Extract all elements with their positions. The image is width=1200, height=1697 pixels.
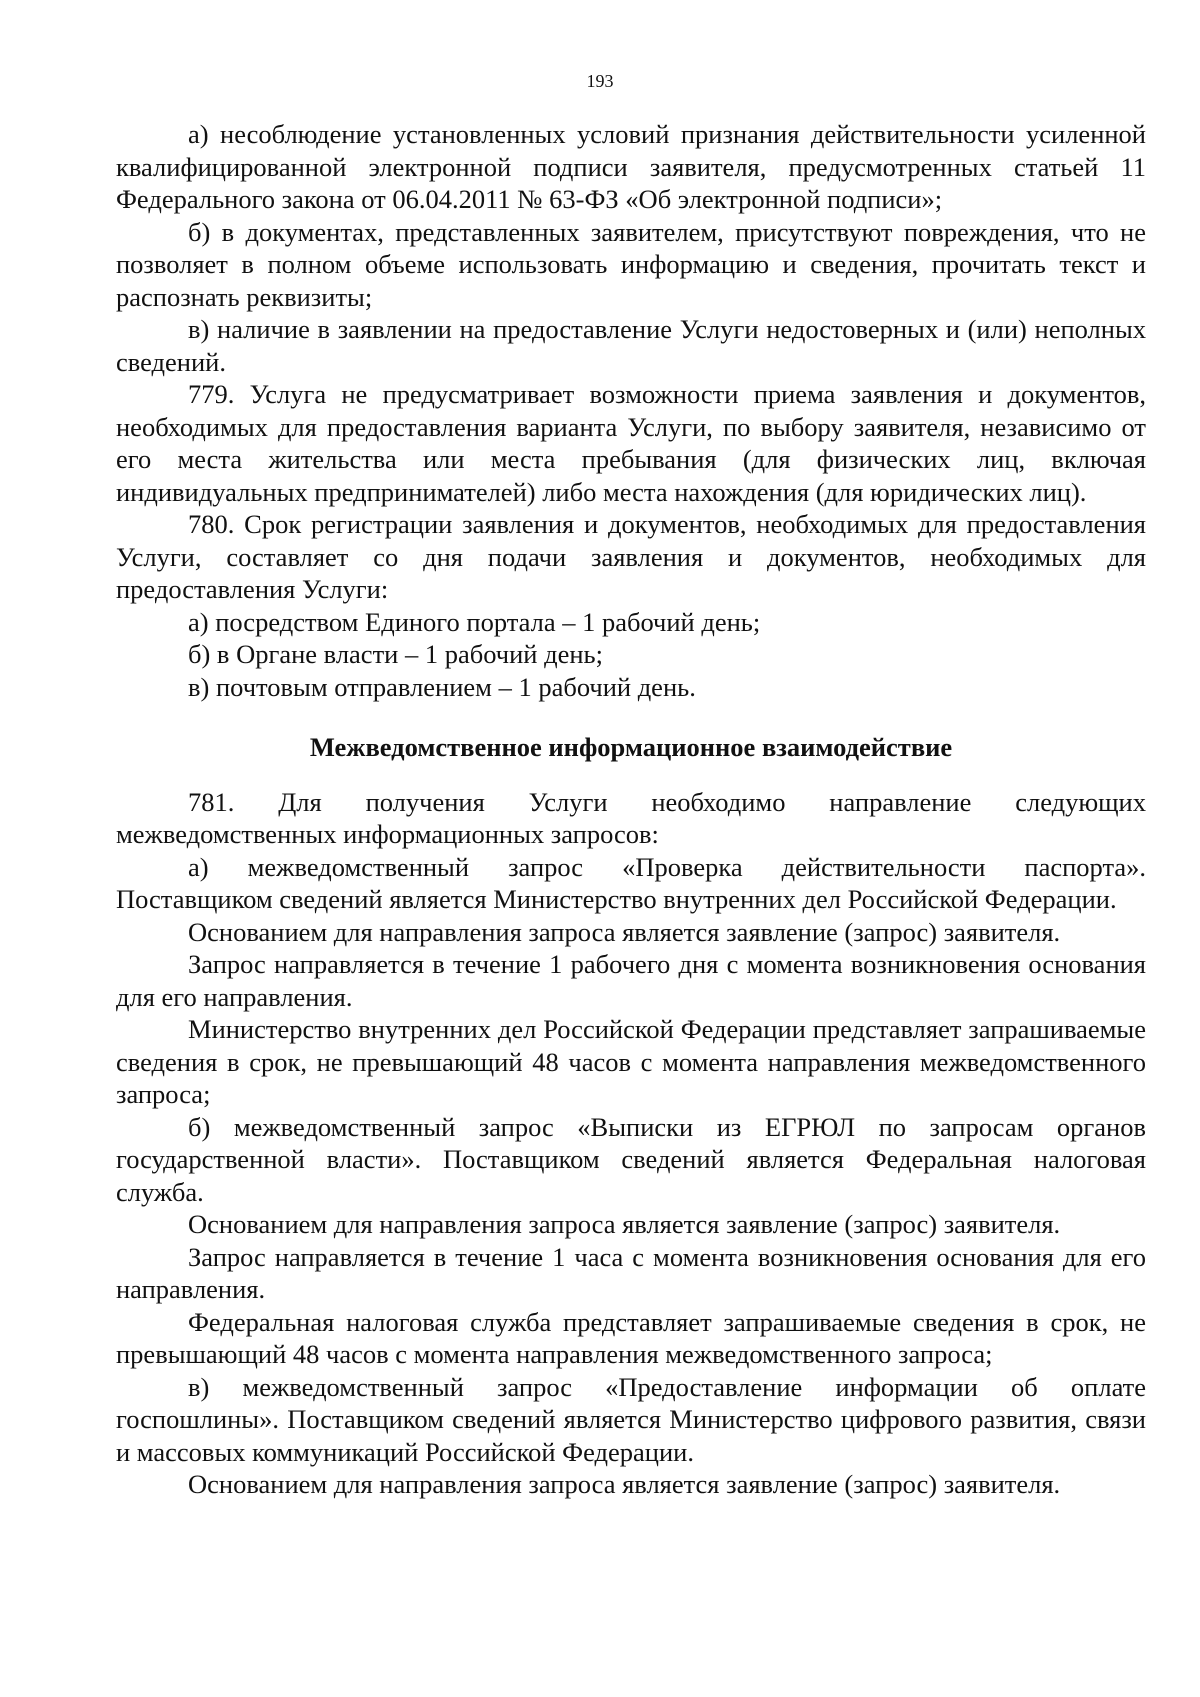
paragraph-780-b: б) в Органе власти – 1 рабочий день; bbox=[188, 639, 603, 669]
paragraph-basis-2: Основанием для направления запроса является заявление (запрос) заявителя. bbox=[188, 1209, 1061, 1239]
paragraph-781-v: в) межведомственный запрос «Предоставление информации об оплате госпошлины». Поставщиком сведений является Министерство цифрового развития, связи и массовых коммуникаций Российской Федерации. bbox=[116, 1371, 1146, 1467]
paragraph-response-2: Федеральная налоговая служба представляет запрашиваемые сведения в срок, не превышающий 48 часов с момента направления межведомственного запроса; bbox=[116, 1306, 1146, 1369]
paragraph-item-a-signature: а) несоблюдение установленных условий признания действительности усиленной квалифицированной электронной подписи заявителя, предусмотренных статьей 11 Федерального закона от 06.04.2011 № 63-ФЗ «Об электронной подписи»; bbox=[116, 119, 1146, 214]
paragraph-response-1: Министерство внутренних дел Российской Федерации представляет запрашиваемые сведения в срок, не превышающий 48 часов с момента направления межведомственного запроса; bbox=[116, 1014, 1146, 1109]
section-heading: Межведомственное информационное взаимодействие bbox=[309, 732, 953, 762]
paragraph-timing-1: Запрос направляется в течение 1 рабочего дня с момента возникновения основания для его направления. bbox=[116, 949, 1146, 1012]
paragraph-781: 781. Для получения Услуги необходимо направление следующих межведомственных информационных запросов: bbox=[116, 786, 1146, 849]
paragraph-basis-1: Основанием для направления запроса является заявление (запрос) заявителя. bbox=[188, 916, 1061, 947]
paragraph-780-a: а) посредством Единого портала – 1 рабочий день; bbox=[188, 606, 761, 637]
paragraph-basis-3: Основанием для направления запроса является заявление (запрос) заявителя. bbox=[188, 1469, 1061, 1499]
paragraph-781-a: а) межведомственный запрос «Проверка действительности паспорта». Поставщиком сведений является Министерство внутренних дел Российской Федерации. bbox=[116, 851, 1146, 914]
page-number: 193 bbox=[586, 71, 614, 91]
paragraph-780-v: в) почтовым отправлением – 1 рабочий день. bbox=[188, 671, 696, 702]
paragraph-779: 779. Услуга не предусматривает возможности приема заявления и документов, необходимых для предоставления варианта Услуги, по выбору заявителя, независимо от его места жительства или места пребывания (для физических лиц, включая индивидуальных предпринимателей) либо места нахождения (для юридических лиц). bbox=[116, 379, 1146, 507]
paragraph-780: 780. Срок регистрации заявления и документов, необходимых для предоставления Услуги, составляет со дня подачи заявления и документов, необходимых для предоставления Услуги: bbox=[116, 509, 1146, 604]
paragraph-781-b: б) межведомственный запрос «Выписки из ЕГРЮЛ по запросам органов государственной власти». Поставщиком сведений является Федеральная налоговая служба. bbox=[116, 1111, 1146, 1207]
paragraph-item-v-incomplete: в) наличие в заявлении на предоставление Услуги недостоверных и (или) неполных сведений. bbox=[116, 314, 1146, 377]
document-body bbox=[116, 118, 1146, 1501]
paragraph-item-b-damage: б) в документах, представленных заявителем, присутствуют повреждения, что не позволяет в полном объеме использовать информацию и сведения, прочитать текст и распознать реквизиты; bbox=[116, 216, 1146, 312]
paragraph-timing-2: Запрос направляется в течение 1 часа с момента возникновения основания для его направления. bbox=[116, 1241, 1146, 1304]
